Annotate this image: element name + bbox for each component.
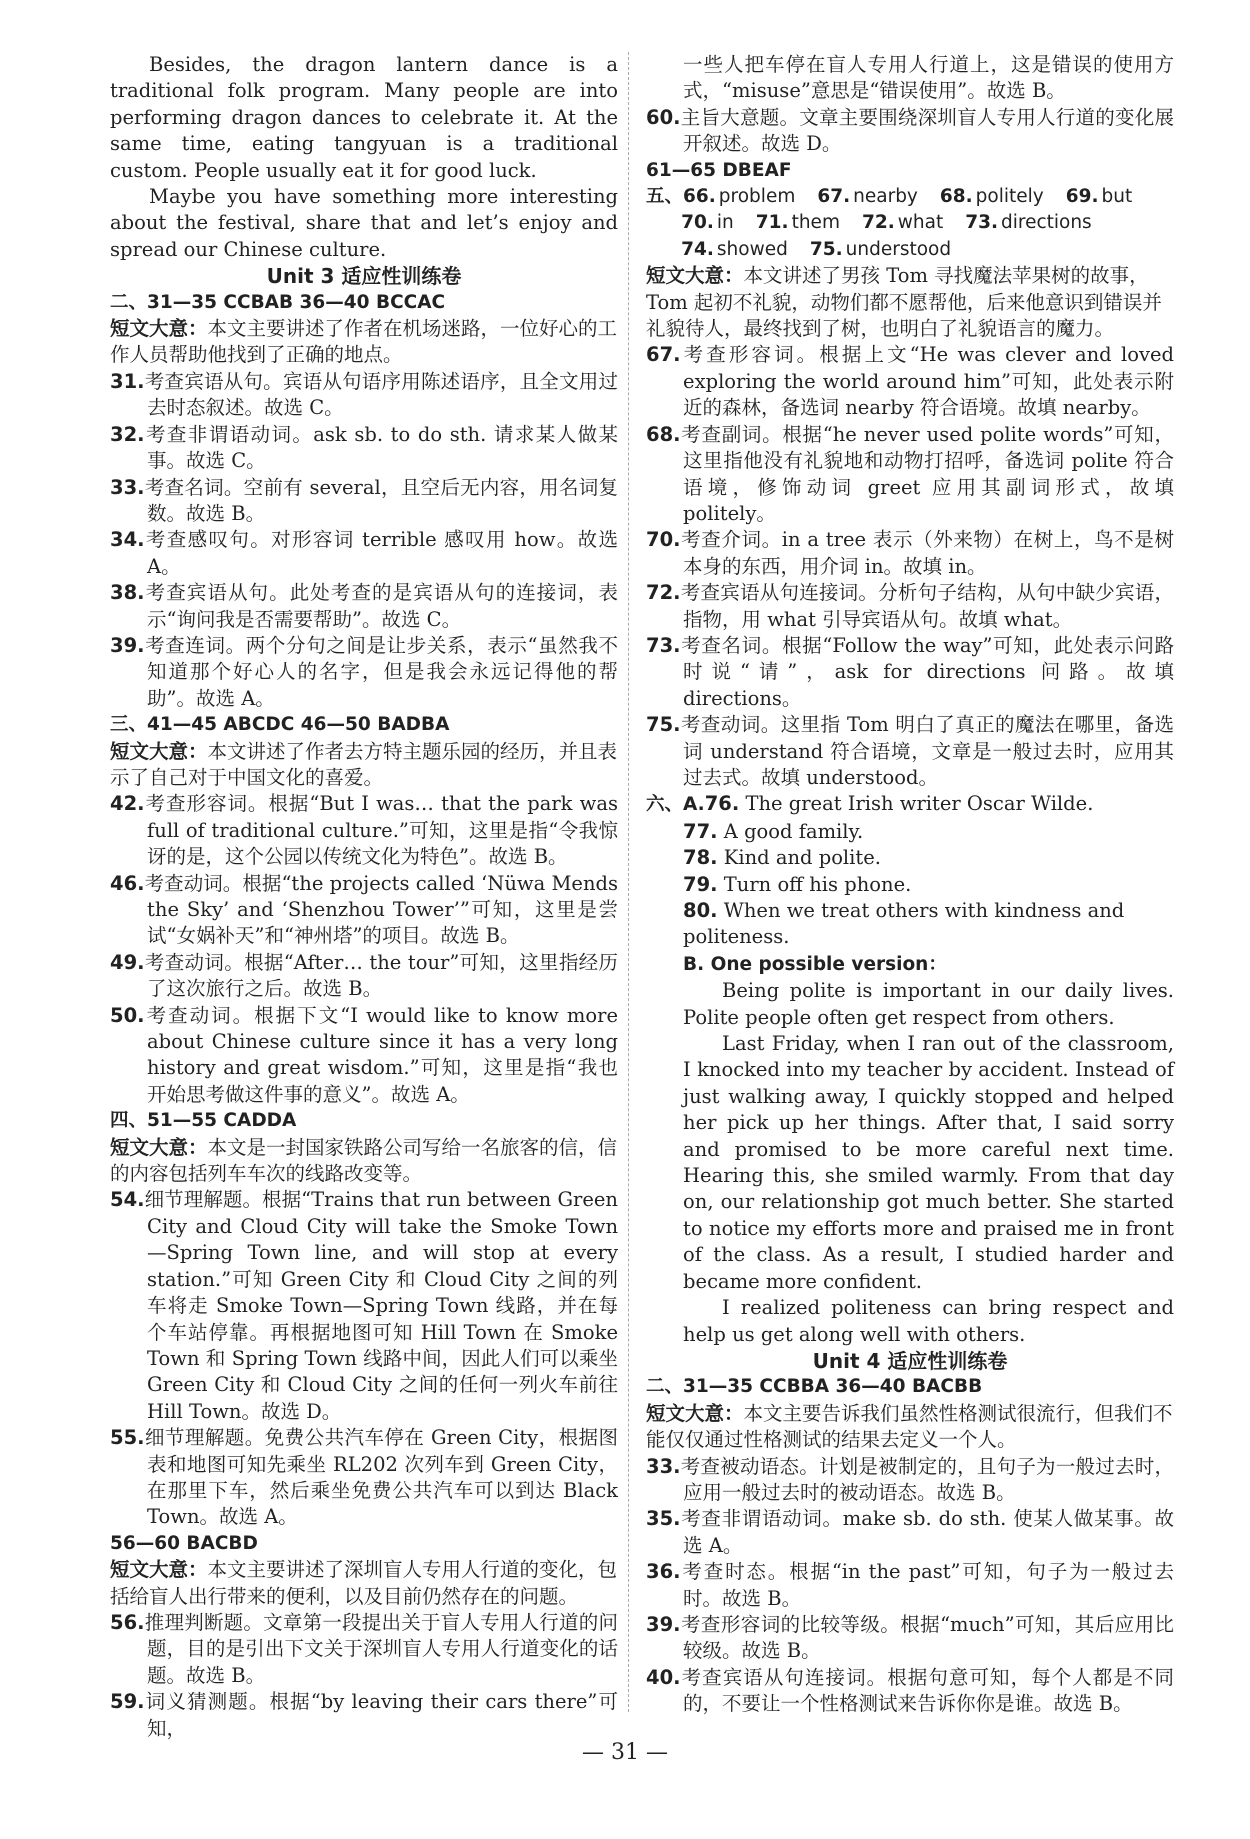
right-column: [646, 52, 1174, 1718]
unit3-section4b-answers: 56—60 BACBD: [110, 1532, 258, 1554]
explanation-item: 34.考查感叹句。对形容词 terrible 感叹用 how。故选 A。: [110, 528, 618, 578]
explanation-item: 32.考查非谓语动词。ask sb. to do sth. 请求某人做某事。故选 C。: [110, 422, 618, 473]
essay-paragraph: I realized politeness can bring respect and help us get along well with others.: [683, 1296, 1174, 1346]
explanation-item: 55.细节理解题。免费公共汽车停在 Green City，根据图表和地图可知先乘坐 RL202 次列车到 Green City，在那里下车，然后乘坐免费公共汽车可以到达 Black Town。故选 A。: [110, 1426, 618, 1529]
explanation-item: 35.考查非谓语动词。make sb. do sth. 使某人做某事。故选 A。: [646, 1507, 1174, 1557]
unit3-section4b-explanations: [110, 1610, 618, 1742]
explanation-item: 31.考查宾语从句。宾语从句语序用陈述语序，且全文用过去时态叙述。故选 C。: [110, 369, 618, 420]
unit3-section2-summary: 短文大意：本文主要讲述了作者在机场迷路，一位好心的工作人员帮助他找到了正确的地点。: [110, 317, 618, 367]
explanation-item: 73.考查名词。根据“Follow the way”可知，此处表示问路时说“请”，ask for directions 问路。故填 directions。: [646, 633, 1174, 710]
explanation-item: 54.细节理解题。根据“Trains that run between Green City and Cloud City will take the Smoke Town—Spring Town line, and will stop at every station.”可知 Green City 和 Cloud City 之间的列车将走 Smoke Town—Spring Town 线路，并在每个车站停靠。再根据地图可知 Hill Town 在 Smoke Town 和 Spring Town 线路中间，因此人们可以乘坐 Green City 和 Cloud City 之间的任何一列火车前往 Hill Town。故选 D。: [110, 1188, 618, 1423]
model-essay: [646, 978, 1174, 1348]
unit3-section4b-summary: 短文大意：本文主要讲述了深圳盲人专用人行道的变化，包括给盲人出行带来的便利，以及目前仍然存在的问题。: [110, 1558, 618, 1608]
essay-paragraph: Last Friday, when I ran out of the classroom, I knocked into my teacher by accident. Instead of just walking away, I quickly stopped and helped her pick up her things. After that, I said sorry and promised to be more careful next time. Hearing this, she smiled warmly. From that day on, our relationship got much better. She started to notice my efforts more and praised me in front of the class. As a result, I studied harder and became more confident.: [683, 1032, 1174, 1293]
explanation-item: 33.考查被动语态。计划是被制定的，且句子为一般过去时，应用一般过去时的被动语态。故选 B。: [646, 1454, 1174, 1504]
writing-label: B. One possible version：: [683, 953, 947, 975]
unit3-section4-summary: 短文大意：本文是一封国家铁路公司写给一名旅客的信，信的内容包括列车车次的线路改变等。: [110, 1135, 618, 1186]
reading-answer-item: 77. A good family.: [683, 819, 864, 843]
explanation-item: 38.考查宾语从句。此处考查的是宾语从句的连接词，表示“询问我是否需要帮助”。故选 C。: [110, 581, 618, 631]
explanation-item: 67.考查形容词。根据上文“He was clever and loved exploring the world around him”可知，此处表示附近的森林，备选词 nearby 符合语境。故填 nearby。: [646, 343, 1174, 420]
explanation-item: 49.考查动词。根据“After… the tour”可知，这里指经历了这次旅行之后。故选 B。: [110, 950, 618, 1001]
unit3-section3-explanations: [110, 791, 618, 1108]
column-divider: [628, 52, 629, 1712]
fill-summary: 短文大意：本文讲述了男孩 Tom 寻找魔法苹果树的故事，Tom 起初不礼貌，动物们都不愿帮他，后来他意识到错误并礼貌待人，最终找到了树，也明白了礼貌语言的魔力。: [646, 264, 1162, 341]
page-number: — 31 —: [582, 1740, 668, 1765]
unit4-section2-summary: 短文大意：本文主要告诉我们虽然性格测试很流行，但我们不能仅仅通过性格测试的结果去定义一个人。: [646, 1401, 1173, 1452]
explanation-item: 36.考查时态。根据“in the past”可知，句子为一般过去时。故选 B。: [646, 1560, 1174, 1610]
reading-answer-item: 78. Kind and polite.: [683, 846, 881, 870]
reading-answer-item: 79. Turn off his phone.: [683, 872, 912, 896]
explanation-item: 46.考查动词。根据“the projects called ‘Nüwa Mends the Sky’ and ‘Shenzhou Tower’”可知，这里是尝试“女娲补天”和“神州塔”的项目。故选 B。: [110, 871, 618, 948]
explanation-item: 60.主旨大意题。文章主要围绕深圳盲人专用人行道的变化展开叙述。故选 D。: [646, 105, 1174, 156]
explanation-item: 39.考查连词。两个分句之间是让步关系，表示“虽然我不知道那个好心人的名字，但是我会永远记得他的帮助”。故选 A。: [110, 633, 618, 710]
fill-row-1: 五、66. problem 67. nearby 68. politely 69. but: [646, 186, 1133, 208]
fill-explanations: [646, 342, 1174, 791]
intro-paragraph-1: Besides, the dragon lantern dance is a traditional folk program. Many people are into performing dragon dances to celebrate it. At the same time, eating tangyuan is a traditional custom. People usually eat it for good luck.: [110, 53, 618, 182]
unit3-section2-answers: 二、31—35 CCBAB 36—40 BCCAC: [110, 291, 446, 313]
explanation-item: 40.考查宾语从句连接词。根据句意可知，每个人都是不同的，不要让一个性格测试来告诉你你是谁。故选 B。: [646, 1665, 1174, 1716]
left-column: [110, 52, 618, 1742]
explanation-item: 59.词义猜测题。根据“by leaving their cars there”可知，: [110, 1690, 618, 1740]
explanation-item: 56.推理判断题。文章第一段提出关于盲人专用人行道的问题，目的是引出下文关于深圳盲人专用人行道变化的话题。故选 B。: [110, 1610, 618, 1687]
unit3-section2-explanations: [110, 369, 618, 712]
explanation-item: 50.考查动词。根据下文“I would like to know more about Chinese culture since it has a very long history and great wisdom.”可知，这里是指“我也开始思考做这件事的意义”。故选 A。: [110, 1003, 618, 1106]
reading-answers: [646, 791, 1174, 950]
fill-row-2: 70. in 71. them 72. what 73. directions: [681, 212, 1092, 234]
explanation-item: 70.考查介词。in a tree 表示（外来物）在树上，鸟不是树本身的东西，用介词 in。故填 in。: [646, 528, 1174, 578]
explanation-item: 33.考查名词。空前有 several，且空后无内容，用名词复数。故选 B。: [110, 475, 618, 525]
explanation-continuation: 一些人把车停在盲人专用人行道上，这是错误的使用方式，“misuse”意思是“错误使用”。故选 B。: [683, 53, 1174, 103]
unit4-section2-answers: 二、31—35 CCBBA 36—40 BACBB: [646, 1376, 983, 1398]
unit3-title: Unit 3 适应性训练卷: [266, 264, 462, 289]
answers-61-65: 61—65 DBEAF: [646, 159, 792, 181]
unit4-explanations: [646, 1454, 1174, 1718]
unit4-title: Unit 4 适应性训练卷: [812, 1348, 1008, 1373]
unit3-section4-explanations: [110, 1187, 618, 1530]
fill-in-answers: [646, 184, 1174, 263]
explanation-item: 72.考查宾语从句连接词。分析句子结构，从句中缺少宾语，指物，用 what 引导宾语从句。故填 what。: [646, 581, 1174, 631]
explanation-item: 42.考查形容词。根据“But I was… that the park was full of traditional culture.”可知，这里是指“令我惊讶的是，这个公园以传统文化为特色”。故选 B。: [110, 792, 618, 869]
unit3-section3-summary: 短文大意：本文讲述了作者去方特主题乐园的经历，并且表示了自己对于中国文化的喜爱。: [110, 739, 618, 789]
essay-paragraph: Being polite is important in our daily lives. Polite people often get respect from others.: [683, 979, 1174, 1029]
fill-row-3: 74. showed 75. understood: [681, 238, 952, 260]
explanation-item: 39.考查形容词的比较等级。根据“much”可知，其后应用比较级。故选 B。: [646, 1612, 1174, 1663]
unit3-section4-answers: 四、51—55 CADDA: [110, 1110, 297, 1132]
intro-paragraph-2: Maybe you have something more interesting about the festival, share that and let’s enjoy and spread our Chinese culture.: [110, 185, 618, 261]
explanation-item: 75.考查动词。这里指 Tom 明白了真正的魔法在哪里，备选词 understand 符合语境，文章是一般过去时，应用其过去式。故填 understood。: [646, 713, 1174, 789]
unit3-section3-answers: 三、41—45 ABCDC 46—50 BADBA: [110, 714, 450, 736]
reading-answer-item: 六、A.76. The great Irish writer Oscar Wilde.: [646, 792, 1094, 816]
explanation-item: 68.考查副词。根据“he never used polite words”可知，这里指他没有礼貌地和动物打招呼，备选词 polite 符合语境，修饰动词 greet 应用其副词形式，故填 politely。: [646, 422, 1174, 525]
reading-answer-item: 80. When we treat others with kindness and politeness.: [683, 899, 1125, 949]
